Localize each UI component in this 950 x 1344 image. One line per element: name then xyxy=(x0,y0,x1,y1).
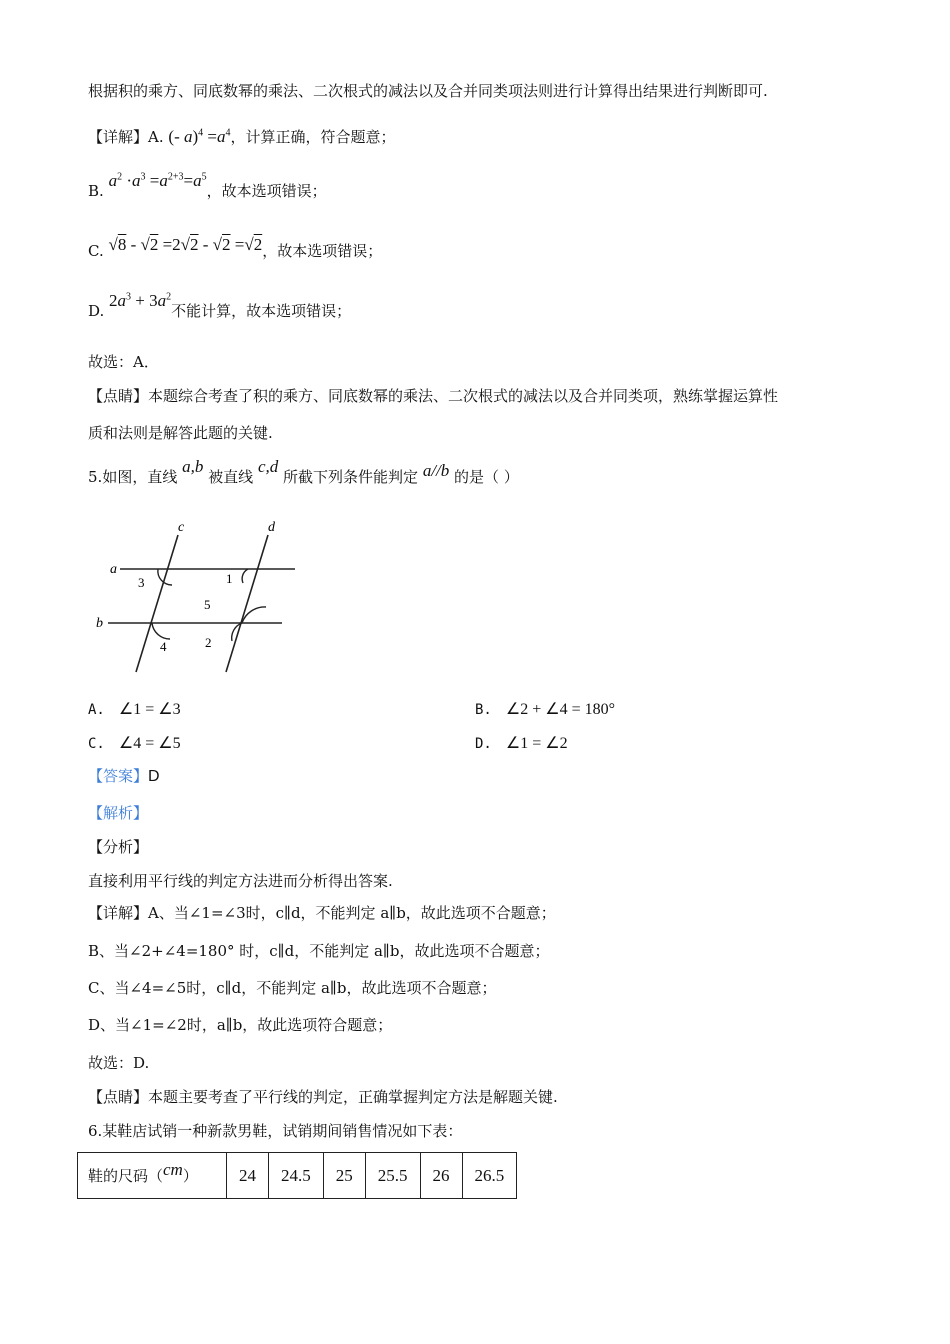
label-1: 1 xyxy=(226,571,233,586)
table-header-text: 鞋的尺码（ xyxy=(88,1167,164,1185)
option-d-text: ∠1 = ∠2 xyxy=(505,735,568,752)
line-d xyxy=(226,535,268,672)
table-unit: cm xyxy=(163,1160,183,1179)
answer xyxy=(88,765,160,786)
item-c-label: C. xyxy=(88,242,104,260)
option-b[interactable] xyxy=(475,699,615,719)
angle-1-arc xyxy=(242,569,248,583)
parallel-lines-figure xyxy=(90,515,310,680)
item-a-formula: (- $a)^4 =a^4$ xyxy=(168,127,231,146)
label-b: b xyxy=(96,616,103,631)
table-header-cell xyxy=(78,1153,227,1199)
item-d xyxy=(88,291,352,321)
item-c xyxy=(88,235,383,261)
q5-text-3: 所截下列条件能判定 xyxy=(283,468,419,486)
size-cell: 26.5 xyxy=(462,1153,517,1199)
size-cell: 26 xyxy=(420,1153,462,1199)
choice-1: 故选：A． xyxy=(88,353,159,371)
comment-1: 【点睛】本题综合考查了积的乘方、同底数幂的乘法、二次根式的减法以及合并同类项，熟练掌握运算性 xyxy=(88,387,779,405)
answer-label: 【答案】 xyxy=(88,767,149,785)
label-a: a xyxy=(110,562,117,577)
detail-line-c: C、当∠4=∠5时，c∥d，不能判定 a∥b，故此选项不合题意； xyxy=(88,979,497,997)
shoe-size-table xyxy=(77,1152,517,1199)
option-c-text: ∠4 = ∠5 xyxy=(118,735,181,752)
size-cell: 24 xyxy=(227,1153,269,1199)
comment-2: 【点睛】本题主要考查了平行线的判定，正确掌握判定方法是解题关键. xyxy=(88,1088,558,1106)
size-cell: 25 xyxy=(323,1153,365,1199)
option-a[interactable] xyxy=(88,699,181,719)
label-2: 2 xyxy=(205,635,212,650)
option-c[interactable] xyxy=(88,733,181,753)
fenxi-text: 直接利用平行线的判定方法进而分析得出答案. xyxy=(88,872,393,890)
item-c-comment: ，故本选项错误； xyxy=(262,242,383,260)
q5-parallel: a//b xyxy=(422,461,450,480)
label-5: 5 xyxy=(204,597,211,612)
item-b-formula: $a^2 \cdot a^3 =a^{2+3}=a^5$ xyxy=(108,171,207,190)
table-header-end: ） xyxy=(182,1167,198,1185)
item-b xyxy=(88,171,327,201)
comment-1b: 质和法则是解答此题的关键. xyxy=(88,424,273,442)
option-a-label: A. xyxy=(88,702,105,718)
angle-4-arc xyxy=(152,623,170,639)
question-5 xyxy=(88,457,519,487)
question-6: 6.某鞋店试销一种新款男鞋，试销期间销售情况如下表： xyxy=(88,1122,463,1140)
fenxi-label: 【分析】 xyxy=(88,838,149,856)
detail-prefix: 【详解】 xyxy=(88,128,149,146)
item-d-label: D. xyxy=(88,302,105,320)
q5-text-2: 被直线 xyxy=(208,468,254,486)
table-row xyxy=(78,1153,517,1199)
option-d-label: D. xyxy=(475,736,492,752)
q5-text-1: 如图，直线 xyxy=(102,468,178,486)
size-cell: 24.5 xyxy=(269,1153,324,1199)
item-a-label: A. xyxy=(148,128,164,146)
option-b-label: B. xyxy=(475,702,492,718)
item-a-comment: ，计算正确，符合题意； xyxy=(230,128,396,146)
q5-text-4: 的是（ ） xyxy=(454,468,519,486)
item-d-formula: $2a^3 + 3a^2$ xyxy=(109,291,172,310)
size-cell: 25.5 xyxy=(365,1153,420,1199)
analysis-label: 【解析】 xyxy=(88,804,149,822)
option-c-label: C. xyxy=(88,736,105,752)
label-4: 4 xyxy=(160,639,167,654)
q5-number: 5. xyxy=(88,468,103,486)
q5-ab: a,b xyxy=(182,457,204,476)
detail-line-a: 【详解】A、当∠1=∠3时，c∥d，不能判定 a∥b，故此选项不合题意； xyxy=(88,904,556,922)
item-a xyxy=(88,126,396,147)
option-d[interactable] xyxy=(475,733,568,753)
intro-text: 根据积的乘方、同底数幂的乘法、二次根式的减法以及合并同类项法则进行计算得出结果进行判断即可. xyxy=(88,82,768,100)
label-3: 3 xyxy=(138,575,145,590)
option-b-text: ∠2 + ∠4 = 180° xyxy=(505,701,615,718)
detail-line-d: D、当∠1=∠2时，a∥b，故此选项符合题意； xyxy=(88,1016,393,1034)
line-c xyxy=(136,535,178,672)
answer-value: D xyxy=(148,768,160,785)
item-b-label: B. xyxy=(88,182,104,200)
item-b-comment: ，故本选项错误； xyxy=(206,182,327,200)
label-c: c xyxy=(178,520,185,535)
label-d: d xyxy=(268,520,275,535)
detail-line-b: B、当∠2+∠4=180° 时，c∥d，不能判定 a∥b，故此选项不合题意； xyxy=(88,942,550,960)
option-a-text: ∠1 = ∠3 xyxy=(118,701,181,718)
q5-cd: c,d xyxy=(257,457,279,476)
choice-2: 故选：D. xyxy=(88,1054,150,1072)
item-d-comment: 不能计算，故本选项错误； xyxy=(171,302,352,320)
item-c-formula: √8 - √2 =2√2 - √2 =√2 xyxy=(108,235,263,254)
